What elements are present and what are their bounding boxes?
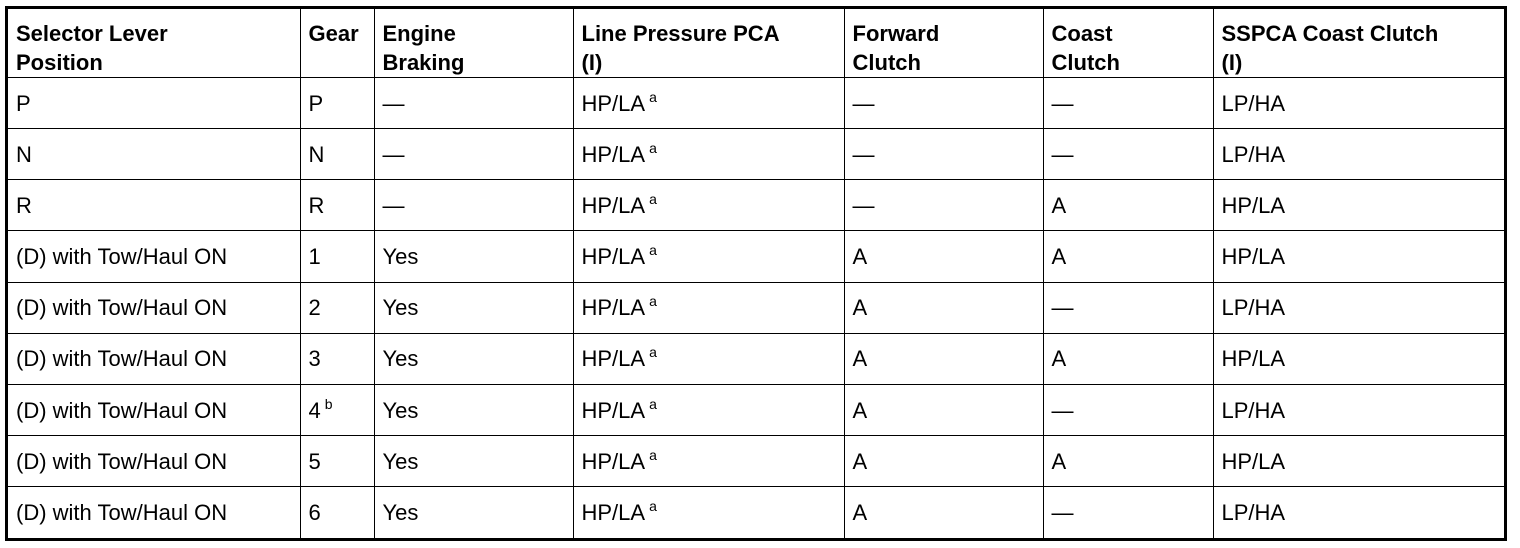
cell-engine-braking	[374, 180, 573, 231]
cell-selector-position	[8, 180, 300, 231]
cell-coast-clutch-text: —	[1051, 295, 1074, 321]
cell-forward-clutch-text: —	[852, 141, 875, 167]
cell-selector-position	[8, 487, 300, 538]
cell-forward-clutch-text: A	[852, 346, 868, 372]
cell-coast-clutch	[1043, 436, 1213, 487]
cell-sspca-coast-clutch-text: LP/HA	[1221, 90, 1286, 116]
cell-coast-clutch-text: —	[1051, 500, 1074, 526]
cell-selector-position-text: (D) with Tow/Haul ON	[16, 448, 228, 474]
cell-gear-text: 4	[308, 397, 321, 423]
cell-selector-position-text: (D) with Tow/Haul ON	[16, 346, 228, 372]
cell-selector-position-text: (D) with Tow/Haul ON	[16, 295, 228, 321]
table-row	[8, 436, 1504, 487]
cell-line-pressure-text: HP/LA	[581, 90, 646, 116]
cell-engine-braking	[374, 487, 573, 538]
cell-gear-text: N	[308, 141, 325, 167]
cell-gear	[300, 282, 374, 333]
cell-forward-clutch	[844, 78, 1043, 129]
footnote-marker: b	[324, 395, 333, 412]
clutch-application-table-frame	[5, 6, 1507, 541]
cell-coast-clutch-text: A	[1051, 244, 1067, 270]
cell-engine-braking	[374, 231, 573, 282]
header-forward-clutch: Forward Clutch	[844, 9, 1043, 78]
cell-engine-braking-text: Yes	[382, 500, 419, 526]
cell-forward-clutch-text: A	[852, 500, 868, 526]
cell-gear	[300, 436, 374, 487]
cell-selector-position	[8, 282, 300, 333]
cell-coast-clutch	[1043, 487, 1213, 538]
footnote-marker: a	[649, 293, 657, 310]
cell-line-pressure-text: HP/LA	[581, 192, 646, 218]
cell-line-pressure	[573, 384, 844, 435]
table-row	[8, 78, 1504, 129]
header-line-pressure-pca: Line Pressure PCA (I)	[573, 9, 844, 78]
cell-line-pressure	[573, 129, 844, 180]
cell-coast-clutch-text: A	[1051, 192, 1067, 218]
cell-coast-clutch	[1043, 231, 1213, 282]
table-row	[8, 129, 1504, 180]
cell-coast-clutch-text: —	[1051, 397, 1074, 423]
cell-engine-braking	[374, 129, 573, 180]
footnote-marker: a	[649, 139, 657, 156]
cell-line-pressure	[573, 333, 844, 384]
footnote-marker: a	[649, 395, 657, 412]
cell-coast-clutch-text: —	[1051, 141, 1074, 167]
cell-sspca-coast-clutch	[1213, 333, 1504, 384]
cell-forward-clutch	[844, 384, 1043, 435]
cell-forward-clutch	[844, 180, 1043, 231]
cell-engine-braking	[374, 436, 573, 487]
cell-sspca-coast-clutch-text: HP/LA	[1221, 448, 1286, 474]
cell-engine-braking-text: —	[382, 192, 405, 218]
table-row	[8, 333, 1504, 384]
cell-line-pressure	[573, 487, 844, 538]
header-row	[8, 9, 1504, 78]
cell-forward-clutch-text: A	[852, 397, 868, 423]
cell-gear-text: 3	[308, 346, 321, 372]
cell-sspca-coast-clutch-text: LP/HA	[1221, 141, 1286, 167]
cell-line-pressure-text: HP/LA	[581, 244, 646, 270]
cell-engine-braking-text: Yes	[382, 346, 419, 372]
cell-selector-position	[8, 333, 300, 384]
cell-engine-braking-text: —	[382, 90, 405, 116]
cell-coast-clutch	[1043, 333, 1213, 384]
cell-line-pressure-text: HP/LA	[581, 295, 646, 321]
cell-line-pressure	[573, 282, 844, 333]
cell-engine-braking	[374, 78, 573, 129]
table-row	[8, 180, 1504, 231]
cell-gear-text: 2	[308, 295, 321, 321]
cell-sspca-coast-clutch-text: LP/HA	[1221, 295, 1286, 321]
cell-coast-clutch	[1043, 129, 1213, 180]
cell-forward-clutch	[844, 129, 1043, 180]
cell-line-pressure	[573, 78, 844, 129]
cell-engine-braking-text: Yes	[382, 448, 419, 474]
cell-engine-braking	[374, 384, 573, 435]
cell-engine-braking-text: Yes	[382, 397, 419, 423]
cell-forward-clutch	[844, 231, 1043, 282]
cell-sspca-coast-clutch	[1213, 231, 1504, 282]
cell-selector-position	[8, 129, 300, 180]
cell-forward-clutch-text: A	[852, 244, 868, 270]
table-body	[8, 78, 1504, 539]
cell-sspca-coast-clutch	[1213, 282, 1504, 333]
cell-engine-braking-text: Yes	[382, 295, 419, 321]
cell-sspca-coast-clutch	[1213, 78, 1504, 129]
table-row	[8, 487, 1504, 538]
clutch-application-table	[8, 9, 1504, 538]
cell-gear	[300, 129, 374, 180]
footnote-marker: a	[649, 446, 657, 463]
cell-coast-clutch-text: A	[1051, 448, 1067, 474]
header-selector-lever-position: Selector Lever Position	[8, 9, 300, 78]
cell-selector-position-text: (D) with Tow/Haul ON	[16, 397, 228, 423]
cell-line-pressure	[573, 436, 844, 487]
cell-forward-clutch	[844, 436, 1043, 487]
footnote-marker: a	[649, 498, 657, 515]
cell-sspca-coast-clutch	[1213, 180, 1504, 231]
cell-line-pressure-text: HP/LA	[581, 448, 646, 474]
cell-coast-clutch	[1043, 384, 1213, 435]
cell-gear	[300, 180, 374, 231]
cell-sspca-coast-clutch	[1213, 487, 1504, 538]
cell-gear	[300, 333, 374, 384]
cell-gear-text: 5	[308, 448, 321, 474]
cell-selector-position	[8, 231, 300, 282]
cell-selector-position	[8, 436, 300, 487]
footnote-marker: a	[649, 242, 657, 259]
cell-line-pressure-text: HP/LA	[581, 500, 646, 526]
cell-gear-text: R	[308, 192, 325, 218]
cell-coast-clutch	[1043, 180, 1213, 231]
cell-gear	[300, 231, 374, 282]
footnote-marker: a	[649, 344, 657, 361]
cell-sspca-coast-clutch-text: HP/LA	[1221, 244, 1286, 270]
footnote-marker: a	[649, 190, 657, 207]
cell-gear-text: 1	[308, 244, 321, 270]
cell-selector-position	[8, 384, 300, 435]
cell-selector-position-text: (D) with Tow/Haul ON	[16, 244, 228, 270]
cell-sspca-coast-clutch-text: LP/HA	[1221, 500, 1286, 526]
cell-gear	[300, 487, 374, 538]
cell-selector-position-text: N	[16, 141, 32, 167]
cell-gear-text: P	[308, 90, 324, 116]
table-row	[8, 384, 1504, 435]
cell-sspca-coast-clutch-text: LP/HA	[1221, 397, 1286, 423]
cell-coast-clutch-text: —	[1051, 90, 1074, 116]
header-gear: Gear	[300, 9, 374, 78]
cell-line-pressure	[573, 231, 844, 282]
cell-gear-text: 6	[308, 500, 321, 526]
cell-selector-position	[8, 78, 300, 129]
cell-forward-clutch	[844, 282, 1043, 333]
cell-forward-clutch	[844, 333, 1043, 384]
cell-selector-position-text: R	[16, 192, 32, 218]
cell-forward-clutch-text: A	[852, 295, 868, 321]
cell-coast-clutch	[1043, 78, 1213, 129]
cell-engine-braking-text: —	[382, 141, 405, 167]
cell-gear	[300, 384, 374, 435]
cell-line-pressure	[573, 180, 844, 231]
cell-gear	[300, 78, 374, 129]
cell-forward-clutch	[844, 487, 1043, 538]
cell-coast-clutch	[1043, 282, 1213, 333]
cell-forward-clutch-text: A	[852, 448, 868, 474]
cell-sspca-coast-clutch	[1213, 129, 1504, 180]
cell-sspca-coast-clutch-text: HP/LA	[1221, 192, 1286, 218]
cell-line-pressure-text: HP/LA	[581, 346, 646, 372]
cell-forward-clutch-text: —	[852, 90, 875, 116]
table-row	[8, 282, 1504, 333]
cell-sspca-coast-clutch-text: HP/LA	[1221, 346, 1286, 372]
header-engine-braking: Engine Braking	[374, 9, 573, 78]
cell-forward-clutch-text: —	[852, 192, 875, 218]
cell-selector-position-text: P	[16, 90, 31, 116]
cell-line-pressure-text: HP/LA	[581, 141, 646, 167]
header-coast-clutch: Coast Clutch	[1043, 9, 1213, 78]
header-sspca-coast-clutch: SSPCA Coast Clutch (I)	[1213, 9, 1504, 78]
cell-engine-braking	[374, 333, 573, 384]
cell-engine-braking-text: Yes	[382, 244, 419, 270]
cell-coast-clutch-text: A	[1051, 346, 1067, 372]
cell-line-pressure-text: HP/LA	[581, 397, 646, 423]
cell-selector-position-text: (D) with Tow/Haul ON	[16, 500, 228, 526]
cell-engine-braking	[374, 282, 573, 333]
table-row	[8, 231, 1504, 282]
footnote-marker: a	[649, 88, 657, 105]
cell-sspca-coast-clutch	[1213, 436, 1504, 487]
cell-sspca-coast-clutch	[1213, 384, 1504, 435]
